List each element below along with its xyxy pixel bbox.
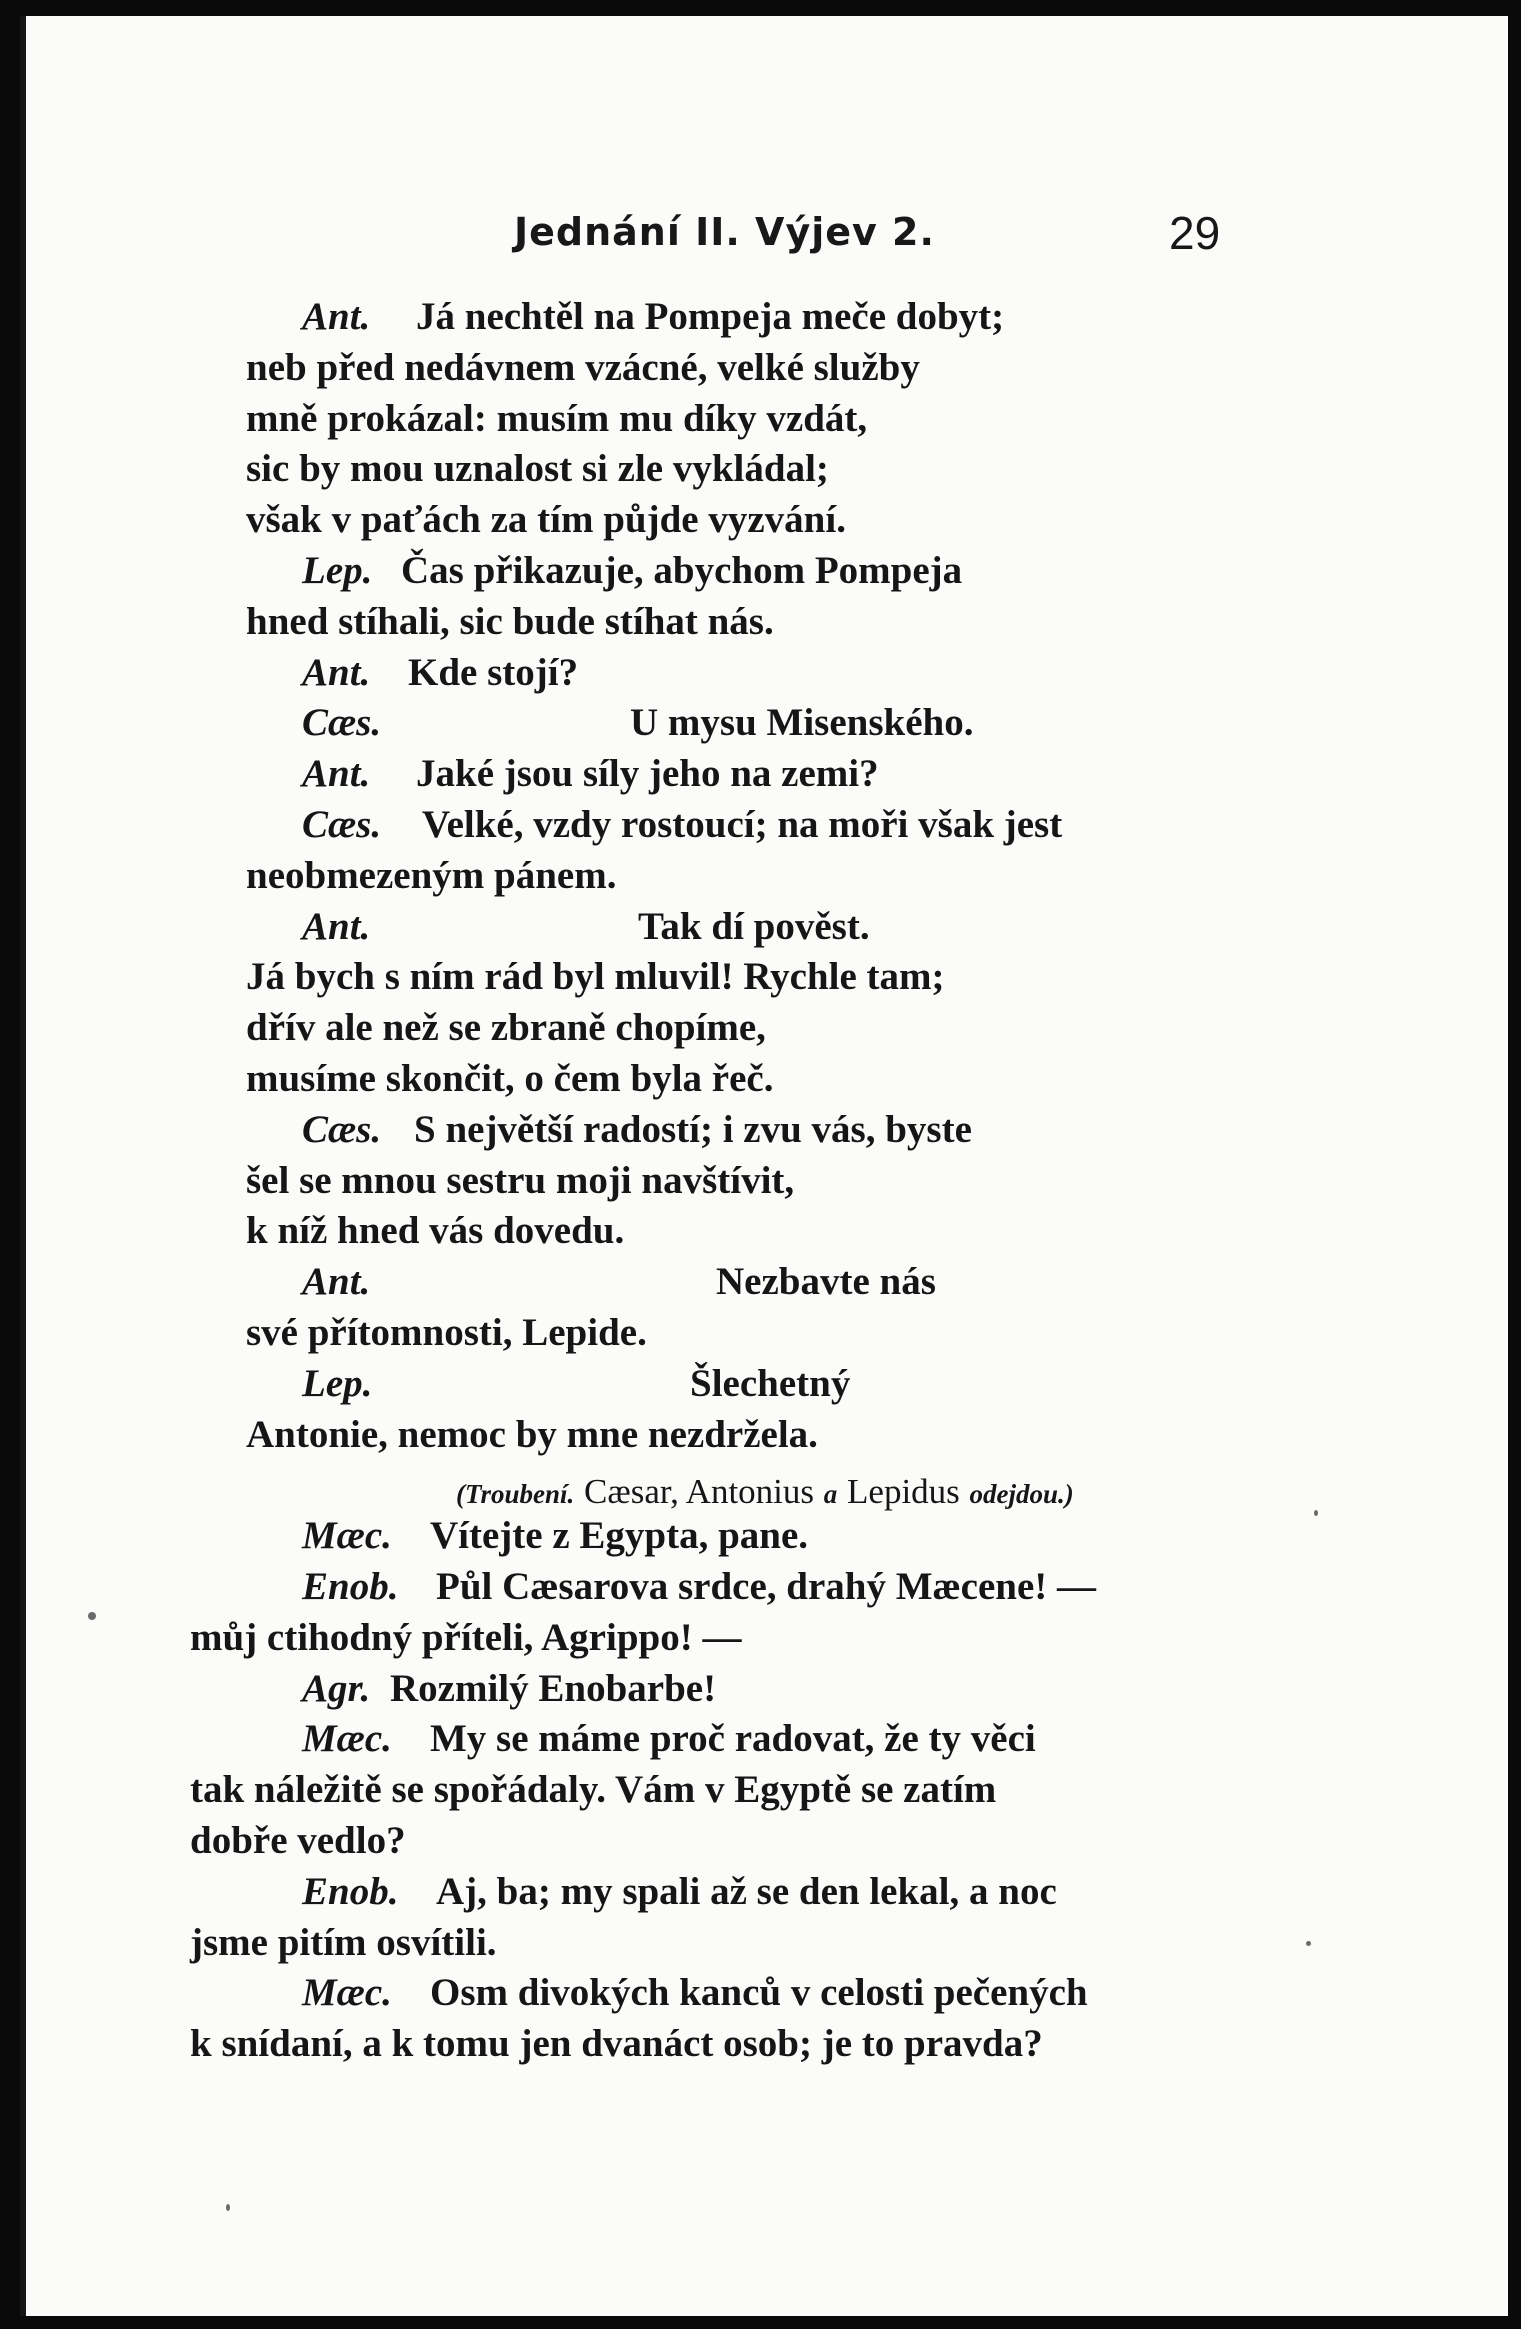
speaker-name: Cæs.	[302, 1107, 382, 1151]
speaker-name: Enob.	[302, 1564, 399, 1608]
text-line	[26, 1410, 1508, 1461]
scan-speck	[226, 2204, 230, 2211]
line-text: Nezbavte nás	[716, 1260, 936, 1304]
line-text: Antonie, nemoc by mne nezdržela.	[246, 1412, 818, 1456]
speaker-name: Cæs.	[302, 701, 382, 745]
line-text: U mysu Misenského.	[630, 701, 974, 745]
page-number: 29	[1169, 207, 1221, 259]
line-text: Rozmilý Enobarbe!	[390, 1666, 717, 1710]
line-text: k níž hned vás dovedu.	[246, 1209, 625, 1253]
line-text: však v paťách za tím půjde vyzvání.	[246, 498, 846, 542]
text-line	[26, 1613, 1508, 1664]
speaker-name: Mæc.	[302, 1514, 392, 1558]
line-text: Tak dí pověst.	[638, 904, 870, 948]
text-line	[26, 597, 1508, 648]
text-line	[26, 1105, 1508, 1156]
stage-direction-close: odejdou.)	[969, 1479, 1074, 1510]
text-line	[26, 1308, 1508, 1359]
running-head-title: Jednání II. Výjev 2.	[514, 210, 935, 254]
line-text: Jaké jsou síly jeho na zemi?	[416, 752, 879, 796]
speaker-name: Ant.	[302, 904, 371, 948]
line-text: dobře vedlo?	[190, 1818, 406, 1862]
running-head	[26, 192, 1508, 262]
speaker-name: Ant.	[302, 650, 371, 694]
text-line	[26, 902, 1508, 953]
stage-direction-open: (Troubení.	[456, 1479, 575, 1510]
line-text: S největší radostí; i zvu vás, byste	[414, 1107, 972, 1151]
text-line	[26, 1765, 1508, 1816]
text-line	[26, 1257, 1508, 1308]
text-line	[26, 698, 1508, 749]
line-text: jsme pitím osvítili.	[190, 1920, 497, 1964]
speaker-name: Ant.	[302, 752, 371, 796]
speaker-name: Ant.	[302, 295, 371, 338]
line-text: Kde stojí?	[408, 650, 579, 694]
line-text: tak náležitě se spořádaly. Vám v Egyptě se zatím	[190, 1768, 997, 1812]
text-line	[26, 1714, 1508, 1765]
scan-speck	[1306, 1941, 1311, 1946]
line-text: Já nechtěl na Pompeja meče dobyt;	[416, 295, 1005, 338]
stage-direction-and: a	[823, 1479, 838, 1510]
text-line	[26, 1968, 1508, 2019]
speaker-name: Ant.	[302, 1260, 371, 1304]
text-line	[26, 1664, 1508, 1715]
text-line	[26, 2019, 1508, 2070]
line-text: Šlechetný	[690, 1361, 851, 1405]
stage-direction	[26, 1460, 1508, 1511]
scan-speck	[88, 1612, 96, 1620]
speaker-name: Cæs.	[302, 802, 382, 846]
line-text: Velké, vzdy rostoucí; na moři však jest	[422, 802, 1063, 846]
line-text: sic by mou uznalost si zle vykládal;	[246, 447, 829, 491]
speaker-name: Agr.	[302, 1666, 371, 1710]
line-text: dřív ale než se zbraně chopíme,	[246, 1006, 766, 1050]
text-line	[26, 1562, 1508, 1613]
line-text: hned stíhali, sic bude stíhat nás.	[246, 599, 774, 643]
text-line	[26, 1003, 1508, 1054]
line-text: své přítomnosti, Lepide.	[246, 1310, 647, 1354]
line-text: neobmezeným pánem.	[246, 853, 617, 897]
line-text: Já bych s ním rád byl mluvil! Rychle tam;	[246, 955, 945, 999]
text-line	[26, 800, 1508, 851]
text-line	[26, 1816, 1508, 1867]
line-text: neb před nedávnem vzácné, velké služby	[246, 345, 920, 389]
speaker-name: Mæc.	[302, 1971, 392, 2015]
text-line	[26, 1156, 1508, 1207]
text-line	[26, 648, 1508, 699]
line-text: šel se mnou sestru moji navštívit,	[246, 1158, 795, 1202]
text-line	[26, 546, 1508, 597]
text-line	[26, 1206, 1508, 1257]
speaker-name: Enob.	[302, 1869, 399, 1913]
speaker-name: Lep.	[302, 548, 373, 592]
line-text: My se máme proč radovat, že ty věci	[430, 1717, 1036, 1761]
line-text: Osm divokých kanců v celosti pečených	[430, 1971, 1088, 2015]
book-page	[20, 16, 1508, 2316]
text-line	[26, 851, 1508, 902]
speaker-name: Mæc.	[302, 1717, 392, 1761]
text-line	[26, 1359, 1508, 1410]
text-line	[26, 444, 1508, 495]
text-line	[26, 749, 1508, 800]
stage-direction-name2: Lepidus	[847, 1472, 960, 1512]
text-line	[26, 343, 1508, 394]
stage-direction-names: Cæsar, Antonius	[584, 1472, 815, 1512]
text-line	[26, 1511, 1508, 1562]
line-text: Půl Cæsarova srdce, drahý Mæcene! —	[436, 1564, 1097, 1608]
line-text: můj ctihodný příteli, Agrippo! —	[190, 1615, 742, 1659]
play-text	[26, 292, 1508, 2070]
line-text: Aj, ba; my spali až se den lekal, a noc	[436, 1869, 1057, 1913]
text-line	[26, 1867, 1508, 1918]
line-text: mně prokázal: musím mu díky vzdát,	[246, 396, 868, 440]
scan-speck	[1314, 1510, 1318, 1516]
speaker-name: Lep.	[302, 1361, 373, 1405]
text-line	[26, 394, 1508, 445]
text-line	[26, 292, 1508, 343]
line-text: Vítejte z Egypta, pane.	[430, 1514, 809, 1558]
line-text: k snídaní, a k tomu jen dvanáct osob; je to pravda?	[190, 2022, 1043, 2066]
text-line	[26, 1054, 1508, 1105]
text-line	[26, 1918, 1508, 1969]
text-line	[26, 495, 1508, 546]
line-text: musíme skončit, o čem byla řeč.	[246, 1056, 774, 1100]
line-text: Čas přikazuje, abychom Pompeja	[401, 548, 963, 592]
text-line	[26, 952, 1508, 1003]
